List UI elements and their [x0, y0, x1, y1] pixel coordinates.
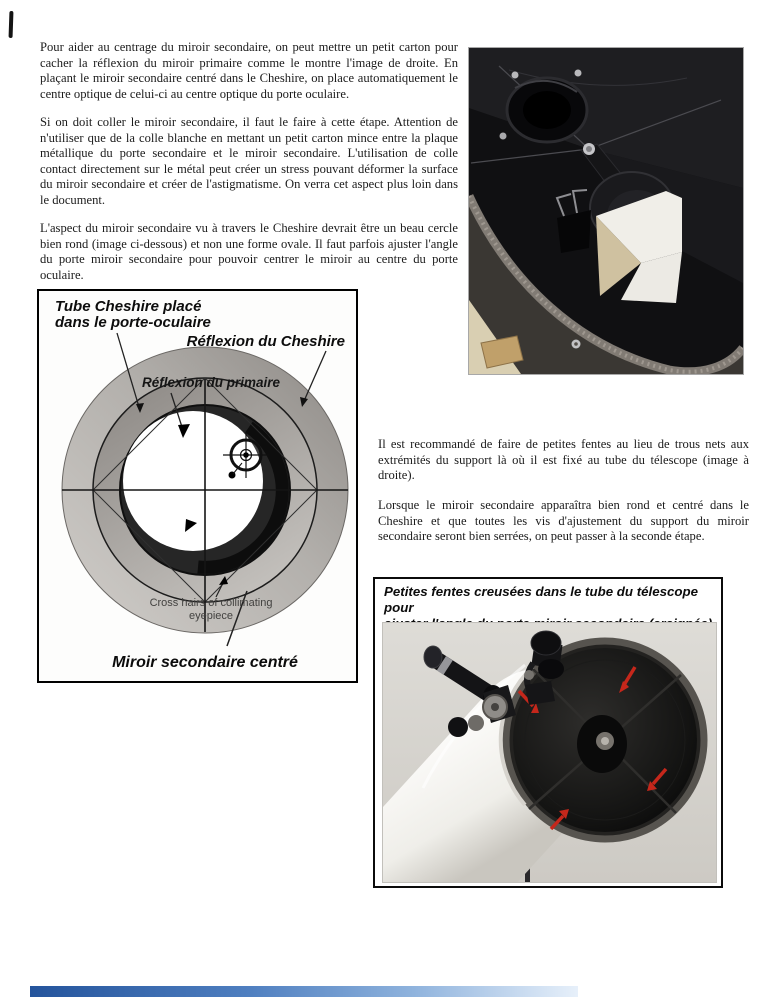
cheshire-diagram	[39, 291, 356, 681]
label-crosshairs-line2: eyepiece	[188, 610, 234, 622]
body-paragraph-1: Pour aider au centrage du miroir secondaire, on peut mettre un petit carton pour cacher la réflexion du miroir primaire comme le montre l'image de droite. En plaçant le miroir secondaire centré dans le Cheshire, on place automatiquement le centre optique de celui-ci au centre optique du porte oculaire.	[40, 40, 458, 101]
scan-artifact-mark	[9, 11, 14, 38]
body-paragraph-4: Il est recommandé de faire de petites fentes au lieu de trous nets aux extrémités du support là où il est fixé au tube du télescope (image à droite).	[378, 437, 749, 483]
label-tube-cheshire-line2: dans le porte-oculaire	[55, 314, 211, 331]
label-reflexion-cheshire: Réflexion du Cheshire	[186, 333, 345, 350]
label-reflexion-primaire: Réflexion du primaire	[141, 375, 281, 390]
body-paragraph-3: L'aspect du miroir secondaire vu à travers le Cheshire devrait être un beau cercle bien rond (image ci-dessous) et non une forme ovale. Il faut parfois ajuster l'angle du porte miroir secondaire pour pouvoir centrer le miroir au centre du porte oculaire.	[40, 221, 458, 282]
label-tube-cheshire-line1: Tube Cheshire placé	[55, 298, 202, 315]
body-paragraph-2: Si on doit coller le miroir secondaire, il faut le faire à cette étape. Attention de n'utiliser que de la colle blanche en mettant un petit carton mince entre la plaque métallique du porte secondaire et le miroir secondaire. L'utilisation de colle contact directement sur le métal peut créer un stress pouvant déformer la surface du miroir secondaire et créer de l'astigmatisme. On verra cet aspect plus loin dans le document.	[40, 115, 458, 207]
figure2-caption-line1: Petites fentes creusées dans le tube du télescope pour	[384, 584, 699, 615]
footer-rule	[30, 986, 578, 997]
slits-figure	[373, 577, 723, 888]
label-crosshairs-line1: Cross hairs of collimating	[149, 597, 273, 609]
label-miroir-centre: Miroir secondaire centré	[112, 654, 298, 671]
cheshire-diagram-figure	[37, 289, 358, 683]
body-paragraph-5: Lorsque le miroir secondaire apparaîtra bien rond et centré dans le Cheshire et que toutes les vis d'ajustement du support du miroir secondaire seront bien serrées, on peut passer à la seconde étape.	[378, 498, 749, 544]
primary-reflection-circle	[123, 411, 263, 551]
photo-inside-telescope-tube	[468, 47, 744, 375]
photo-telescope-front	[382, 622, 717, 883]
